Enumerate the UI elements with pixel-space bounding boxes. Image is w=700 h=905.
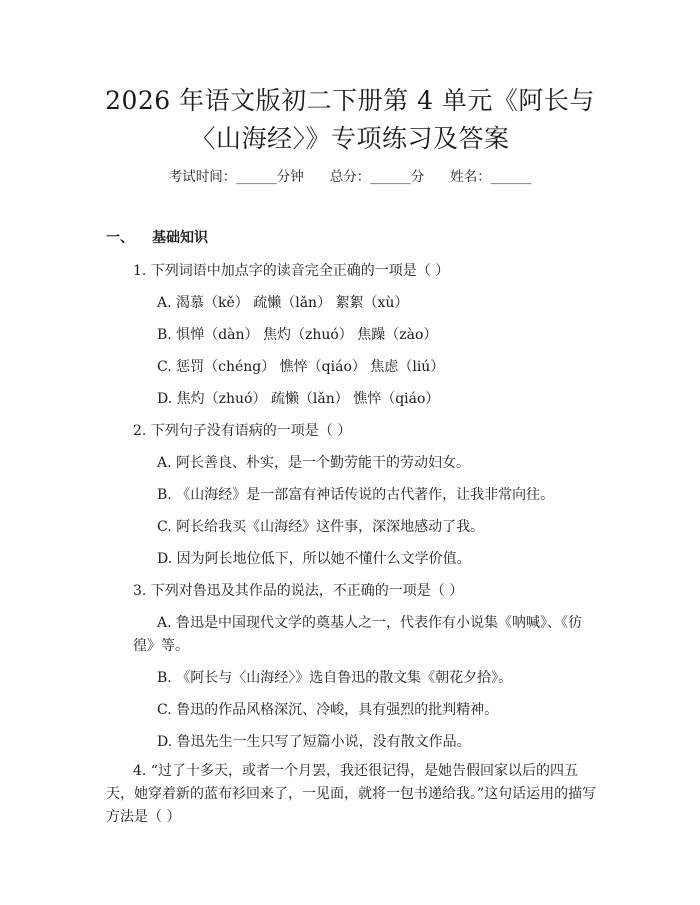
page-title [60,82,640,158]
question-1-option-b: B. 惧惮（dàn） 焦灼（zhuó） 焦躁（zào） [157,327,438,343]
question-3-option-a: A. 鲁迅是中国现代文学的奠基人之一，代表作有小说集《呐喊》、《彷 [157,615,583,631]
exam-time: 考试时间：______分钟 [168,169,304,185]
question-1-option-a: A. 渴慕（kě） 疏懒（lǎn） 絮絮（xù） [157,295,409,311]
title-line-1: 2026 年语文版初二下册第 4 单元《阿长与 [105,86,595,115]
question-3-option-d: D. 鲁迅先生一生只写了短篇小说，没有散文作品。 [157,734,471,750]
exam-meta [0,167,700,187]
question-2-option-c: C. 阿长给我买《山海经》这件事，深深地感动了我。 [157,519,485,535]
question-1-stem: 1. 下列词语中加点字的读音完全正确的一项是（ ） [133,263,450,279]
section-heading [106,228,208,248]
section-title: 基础知识 [152,230,208,246]
question-4-stem-line-1: 4. “过了十多天，或者一个月罢，我还很记得，是她告假回家以后的四五 [133,763,578,779]
question-2-option-d: D. 因为阿长地位低下，所以她不懂什么文学价值。 [157,551,471,567]
question-4-stem-line-3: 方法是（ ） [106,809,181,825]
exam-name: 姓名：______ [450,169,532,185]
question-3-option-b: B. 《阿长与〈山海经〉》选自鲁迅的散文集《朝花夕拾》。 [157,670,513,686]
question-3-option-c: C. 鲁迅的作品风格深沉、冷峻，具有强烈的批判精神。 [157,702,499,718]
question-2-stem: 2. 下列句子没有语病的一项是（ ） [133,423,352,439]
title-line-2: 〈山海经〉》专项练习及答案 [190,124,510,153]
exam-score: 总分：______分 [329,169,425,185]
question-1-option-d: D. 焦灼（zhuó） 疏懒（lǎn） 憔悴（qiáo） [157,391,440,407]
question-2-option-a: A. 阿长善良、朴实，是一个勤劳能干的劳动妇女。 [157,455,471,471]
question-1-option-c: C. 惩罚（chéng） 憔悴（qiáo） 焦虑（liú） [157,359,445,375]
question-4-stem-line-2: 天，她穿着新的蓝布衫回来了，一见面，就将一包书递给我。”这句话运用的描写 [106,786,597,802]
section-number: 一、 [106,230,134,246]
question-2-option-b: B. 《山海经》是一部富有神话传说的古代著作，让我非常向往。 [157,487,555,503]
question-3-stem: 3. 下列对鲁迅及其作品的说法，不正确的一项是（ ） [133,583,464,599]
question-3-option-a-continued: 徨》等。 [133,638,189,654]
